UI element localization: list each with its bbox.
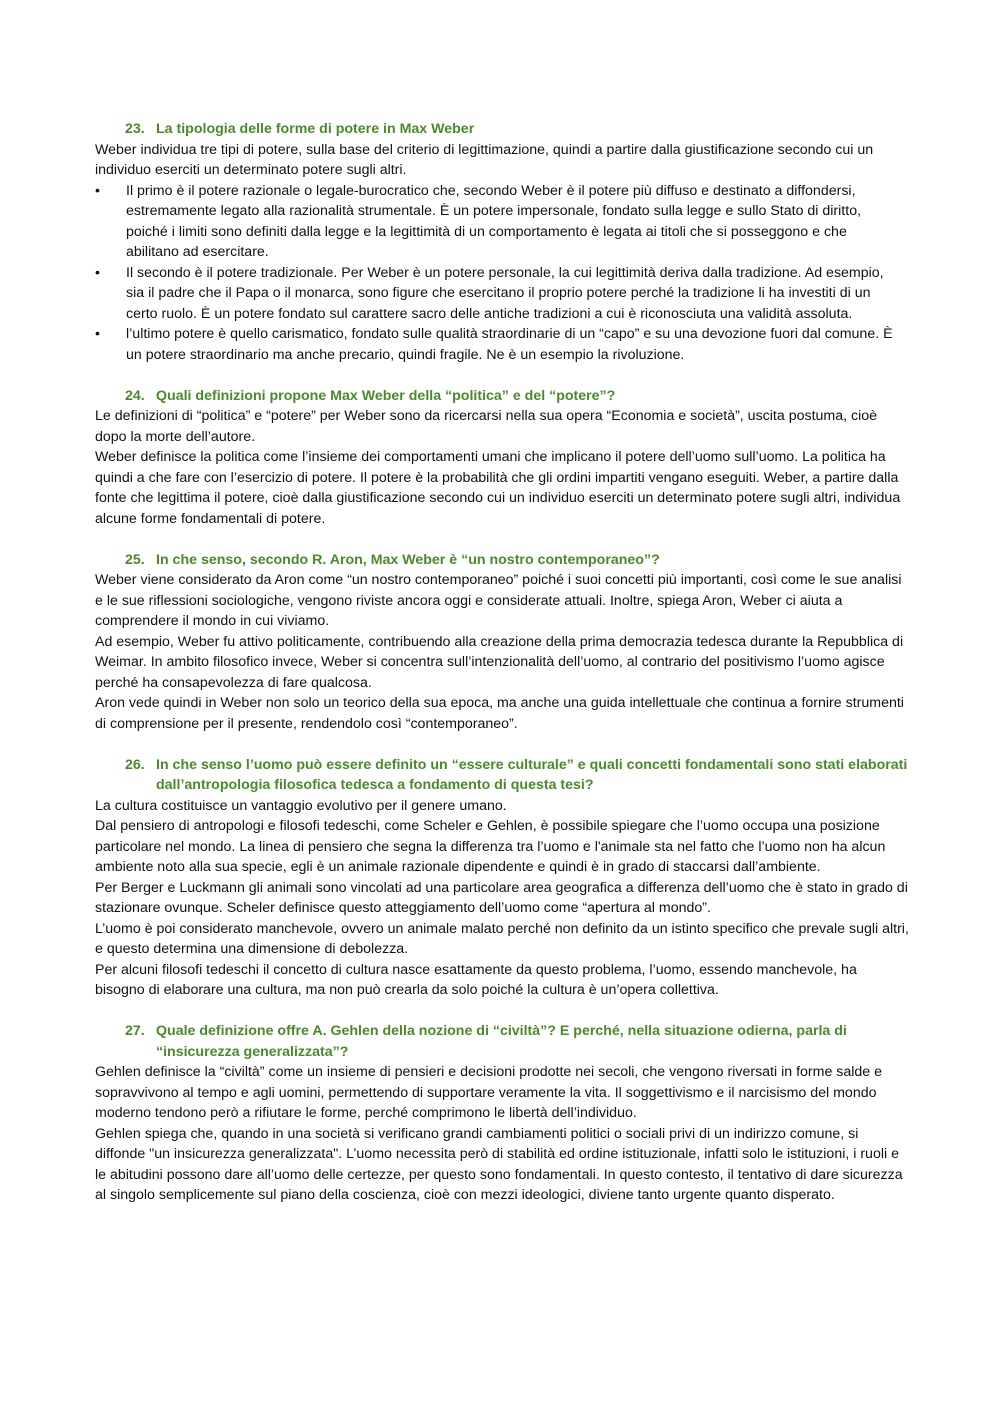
list-item-text: Il primo è il potere razionale o legale-burocratico che, secondo Weber è il potere più diffuso e destinato a diffondersi, estremamente legato alla razionalità strumentale. È un potere impersonale, fondato sulla legge e sullo Stato di diritto, poiché i limiti sono definiti dalla legge e la legittimità di un comportamento è legata ai titoli che si posseggono e che abilitano ad esercitare. — [126, 182, 862, 260]
paragraph: Ad esempio, Weber fu attivo politicamente, contribuendo alla creazione della prima democrazia tedesca durante la Repubblica di Weimar. In ambito filosofico invece, Weber si concentra sull’intenzionalità dell’uomo, al contrario del positivismo l’uomo agisce perché ha consapevolezza di fare qualcosa. — [95, 633, 904, 691]
paragraph: Le definizioni di “politica” e “potere” per Weber sono da ricercarsi nella sua opera “Economia e società”, uscita postuma, cioè dopo la morte dell’autore. — [95, 408, 878, 445]
paragraph: Per Berger e Luckmann gli animali sono vincolati ad una particolare area geografica a differenza dell’uomo che è stato in grado di stazionare ovunque. Scheler definisce questo atteggiamento dell’uomo come “apertura al mondo”. — [95, 879, 908, 916]
paragraph: Weber definisce la politica come l’insieme dei comportamenti umani che implicano il potere dell’uomo sull’uomo. La politica ha quindi a che fare con l’esercizio di potere. Il potere è la probabilità che gli ordini impartiti vengano eseguiti. Weber, a partire dalla fonte che legittima il potere, cioè dalla giustificazione secondo cui un individuo eserciti un determinato potere sugli altri, individua alcune forme fondamentali di potere. — [95, 449, 901, 527]
section-title: In che senso, secondo R. Aron, Max Weber è “un nostro contemporaneo”? — [156, 551, 660, 568]
list-item-text: l’ultimo potere è quello carismatico, fondato sulle qualità straordinarie di un “capo” e su una devozione fuori dal comune. È un potere straordinario ma anche precario, quindi fragile. Ne è un esempio la rivoluzione. — [126, 326, 893, 363]
section-23 — [95, 119, 910, 365]
paragraph: Dal pensiero di antropologi e filosofi tedeschi, come Scheler e Gehlen, è possibile spiegare che l’uomo occupa una posizione particolare nel mondo. La linea di pensiero che segna la differenza tra l’uomo e l'animale sta nel fatto che l’uomo non ha alcun ambiente noto alla sua specie, egli è un animale razionale dipendente e quindi è in grado di staccarsi dall’ambiente. — [95, 818, 886, 875]
section-number: 26. — [125, 756, 145, 773]
section-24 — [95, 386, 910, 530]
section-number: 27. — [125, 1023, 145, 1039]
section-title: Quale definizione offre A. Gehlen della nozione di “civiltà”? E perché, nella situazione odierna, parla di “insicurezza generalizzata”? — [156, 1023, 847, 1060]
paragraph: Per alcuni filosofi tedeschi il concetto di cultura nasce esattamente da questo problema, l’uomo, essendo manchevole, ha bisogno di elaborare una cultura, ma non può crearla da solo poiché la cultura è un’opera collettiva. — [95, 961, 857, 998]
section-heading — [95, 550, 910, 571]
section-27 — [95, 1021, 910, 1206]
section-heading — [95, 1021, 910, 1062]
section-26 — [95, 755, 910, 1001]
section-number: 25. — [125, 551, 145, 568]
paragraph: Gehlen spiega che, quando in una società si verificano grandi cambiamenti politici o sociali privi di un indirizzo comune, si diffonde "un insicurezza generalizzata". L’uomo necessita però di stabilità ed ordine istituzionale, infatti solo le istituzioni, i ruoli e le abitudini possono dare all’uomo delle certezze, per questo sono fondamentali. In questo contesto, il tentativo di dare sicurezza al singolo semplicemente sul piano della coscienza, cioè con mezzi ideologici, diviene tanto urgente quanto disperato. — [95, 1125, 903, 1203]
bullet-icon: • — [95, 264, 100, 281]
paragraph: Weber individua tre tipi di potere, sulla base del criterio di legittimazione, quindi a partire dalla giustificazione secondo cui un individuo eserciti un determinato potere sugli altri. — [95, 141, 874, 178]
section-heading — [95, 386, 910, 407]
list-item — [95, 324, 910, 365]
section-title: La tipologia delle forme di potere in Max Weber — [156, 121, 475, 137]
list-item — [95, 263, 910, 325]
section-25 — [95, 550, 910, 735]
list-item-text: Il secondo è il potere tradizionale. Per Weber è un potere personale, la cui legittimità deriva dalla tradizione. Ad esempio, sia il padre che il Papa o il monarca, sono figure che esercitano il proprio potere perché la tradizione li ha investiti di un certo ruolo. È un potere fondato sul carattere sacro delle antiche tradizioni a cui è riconosciuta una validità assoluta. — [126, 264, 884, 322]
paragraph: Gehlen definisce la “civiltà” come un insieme di pensieri e decisioni prodotte nei secoli, che vengono riversati in forme salde e sopravvivono al tempo e agli uomini, permettendo di supportare veramente la vita. Il soggettivismo e il narcisismo del mondo moderno tendono però a rifiutare le forme, perché comprimono le libertà dell’individuo. — [95, 1064, 883, 1121]
paragraph: Weber viene considerato da Aron come “un nostro contemporaneo” poiché i suoi concetti più importanti, così come le sue analisi e le sue riflessioni sociologiche, vengono riviste ancora oggi e considerate attuali. Inoltre, spiega Aron, Weber ci aiuta a comprendere il mondo in cui viviamo. — [95, 572, 902, 629]
section-heading — [95, 755, 910, 796]
list-item — [95, 181, 910, 263]
bullet-icon: • — [95, 182, 100, 199]
section-title: Quali definizioni propone Max Weber della “politica” e del “potere”? — [156, 387, 616, 404]
document-page — [95, 119, 910, 1226]
section-heading — [95, 119, 910, 140]
section-title: In che senso l’uomo può essere definito un “essere culturale” e quali concetti fondamentali sono stati elaborati dall’antropologia filosofica tedesca a fondamento di questa tesi? — [156, 756, 908, 793]
section-number: 23. — [125, 121, 145, 137]
bullet-icon: • — [95, 326, 100, 342]
bullet-list — [95, 181, 910, 366]
paragraph: L’uomo è poi considerato manchevole, ovvero un animale malato perché non definito da un istinto specifico che prevale sugli altri, e questo determina una dimensione di debolezza. — [95, 920, 909, 957]
paragraph: Aron vede quindi in Weber non solo un teorico della sua epoca, ma anche una guida intellettuale che continua a fornire strumenti di comprensione per il presente, rendendolo così “contemporaneo”. — [95, 695, 904, 732]
section-number: 24. — [125, 387, 145, 404]
paragraph: La cultura costituisce un vantaggio evolutivo per il genere umano. — [95, 797, 507, 814]
